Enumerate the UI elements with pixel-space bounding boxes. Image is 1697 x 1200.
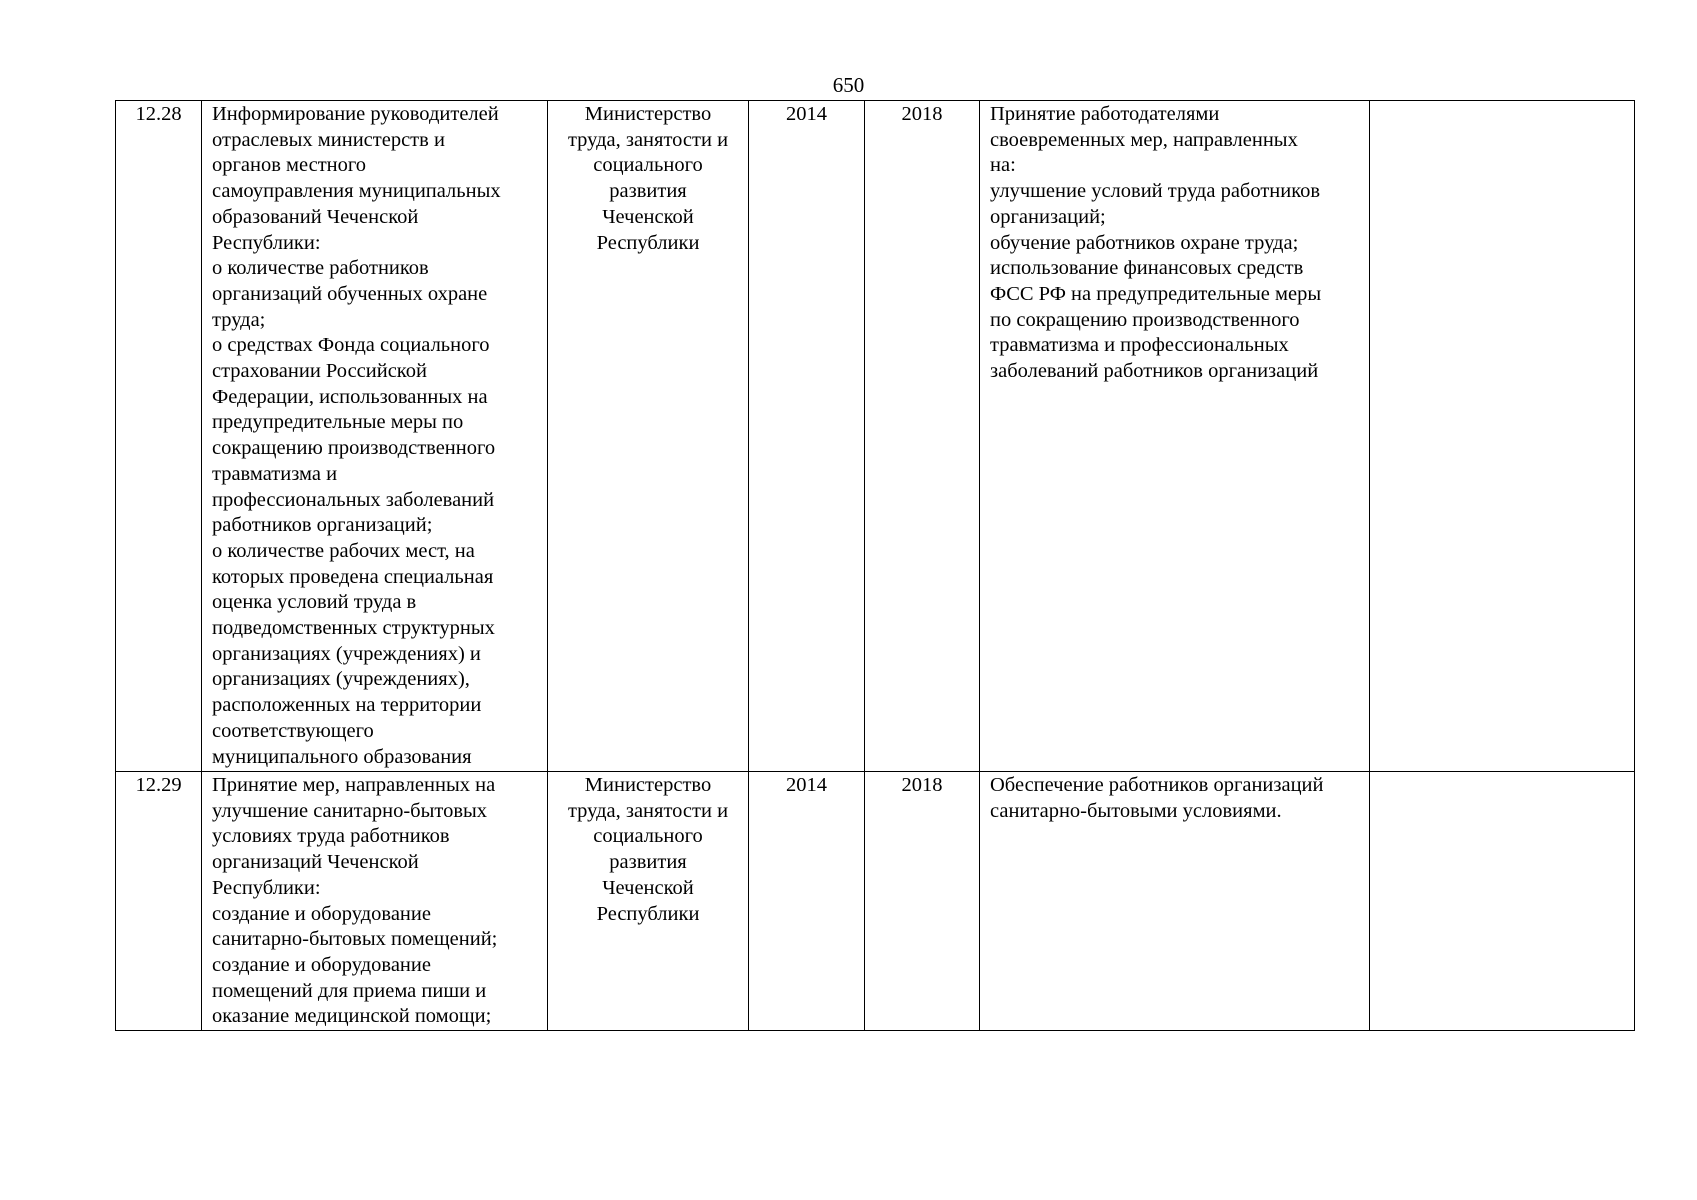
text-line: организациях (учреждениях), xyxy=(212,668,470,691)
text-line: Министерство xyxy=(584,774,712,796)
text-line: развития xyxy=(609,851,687,874)
text-line: образований Чеченской xyxy=(212,205,419,228)
text-line: о количестве работников xyxy=(212,257,429,280)
text-line: ФСС РФ на предупредительные меры xyxy=(990,282,1322,305)
text-line: сокращению производственного xyxy=(212,437,496,460)
row-number: 12.29 xyxy=(116,772,202,1031)
text-line: Принятие работодателями xyxy=(990,103,1220,125)
text-line: организаций Чеченской xyxy=(212,851,419,874)
text-line: Чеченской xyxy=(602,876,694,899)
start-year: 2014 xyxy=(749,772,865,1031)
text-line: Федерации, использованных на xyxy=(212,385,488,408)
start-year: 2014 xyxy=(749,101,865,772)
text-line: расположенных на территории xyxy=(212,694,482,717)
text-line: использование финансовых средств xyxy=(990,257,1304,280)
text-line: оценка условий труда в xyxy=(212,591,417,614)
text-line: Чеченской xyxy=(602,205,694,228)
text-line: улучшение санитарно-бытовых xyxy=(212,799,488,822)
text-line: социального xyxy=(593,154,703,177)
text-line: травматизма и профессиональных xyxy=(990,334,1289,357)
text-line: отраслевых министерств и xyxy=(212,128,445,151)
measures-table xyxy=(115,100,1635,1031)
expected-result xyxy=(980,101,1370,772)
table-row xyxy=(116,101,1635,772)
note xyxy=(1370,772,1635,1031)
end-year: 2018 xyxy=(865,772,980,1031)
text-line: страховании Российской xyxy=(212,360,427,383)
text-line: организаций обученных охране xyxy=(212,282,488,305)
text-line: Информирование руководителей xyxy=(212,103,499,125)
text-line: Республики xyxy=(596,231,700,254)
text-line: помещений для приема пиши и xyxy=(212,979,487,1002)
text-line: о средствах Фонда социального xyxy=(212,334,490,357)
text-line: Республики xyxy=(596,902,700,925)
text-line: оказание медицинской помощи; xyxy=(212,1005,492,1028)
text-line: Принятие мер, направленных на xyxy=(212,774,496,796)
row-number: 12.28 xyxy=(116,101,202,772)
executor xyxy=(548,772,749,1031)
text-line: санитарно-бытовыми условиями. xyxy=(990,799,1282,822)
expected-result xyxy=(980,772,1370,1031)
text-line: профессиональных заболеваний xyxy=(212,488,495,511)
text-line: работников организаций; xyxy=(212,514,433,537)
text-line: Республики: xyxy=(212,231,321,254)
text-line: организациях (учреждениях) и xyxy=(212,642,481,665)
text-line: Министерство xyxy=(584,103,712,125)
text-line: условиях труда работников xyxy=(212,825,450,848)
text-line: которых проведена специальная xyxy=(212,565,494,588)
text-line: санитарно-бытовых помещений; xyxy=(212,928,498,951)
note xyxy=(1370,101,1635,772)
executor xyxy=(548,101,749,772)
text-line: на: xyxy=(990,154,1016,177)
text-line: социального xyxy=(593,825,703,848)
text-line: труда, занятости и xyxy=(567,128,729,151)
text-line: заболеваний работников организаций xyxy=(990,360,1319,383)
text-line: обучение работников охране труда; xyxy=(990,231,1299,254)
text-line: о количестве рабочих мест, на xyxy=(212,539,475,562)
text-line: труда; xyxy=(212,308,266,331)
measure-description xyxy=(202,772,548,1031)
text-line: подведомственных структурных xyxy=(212,617,495,640)
text-line: создание и оборудование xyxy=(212,953,431,976)
table-row xyxy=(116,772,1635,1031)
text-line: улучшение условий труда работников xyxy=(990,180,1321,203)
end-year: 2018 xyxy=(865,101,980,772)
text-line: развития xyxy=(609,180,687,203)
text-line: травматизма и xyxy=(212,462,338,485)
page-number: 650 xyxy=(832,73,865,97)
text-line: органов местного xyxy=(212,154,367,177)
text-line: Обеспечение работников организаций xyxy=(990,774,1324,796)
text-line: создание и оборудование xyxy=(212,902,431,925)
text-line: самоуправления муниципальных xyxy=(212,180,501,203)
text-line: труда, занятости и xyxy=(567,799,729,822)
text-line: предупредительные меры по xyxy=(212,411,464,434)
text-line: соответствующего xyxy=(212,719,374,742)
measure-description xyxy=(202,101,548,772)
text-line: Республики: xyxy=(212,876,321,899)
text-line: по сокращению производственного xyxy=(990,308,1300,331)
text-line: муниципального образования xyxy=(212,745,472,768)
text-line: своевременных мер, направленных xyxy=(990,128,1298,151)
text-line: организаций; xyxy=(990,205,1106,228)
